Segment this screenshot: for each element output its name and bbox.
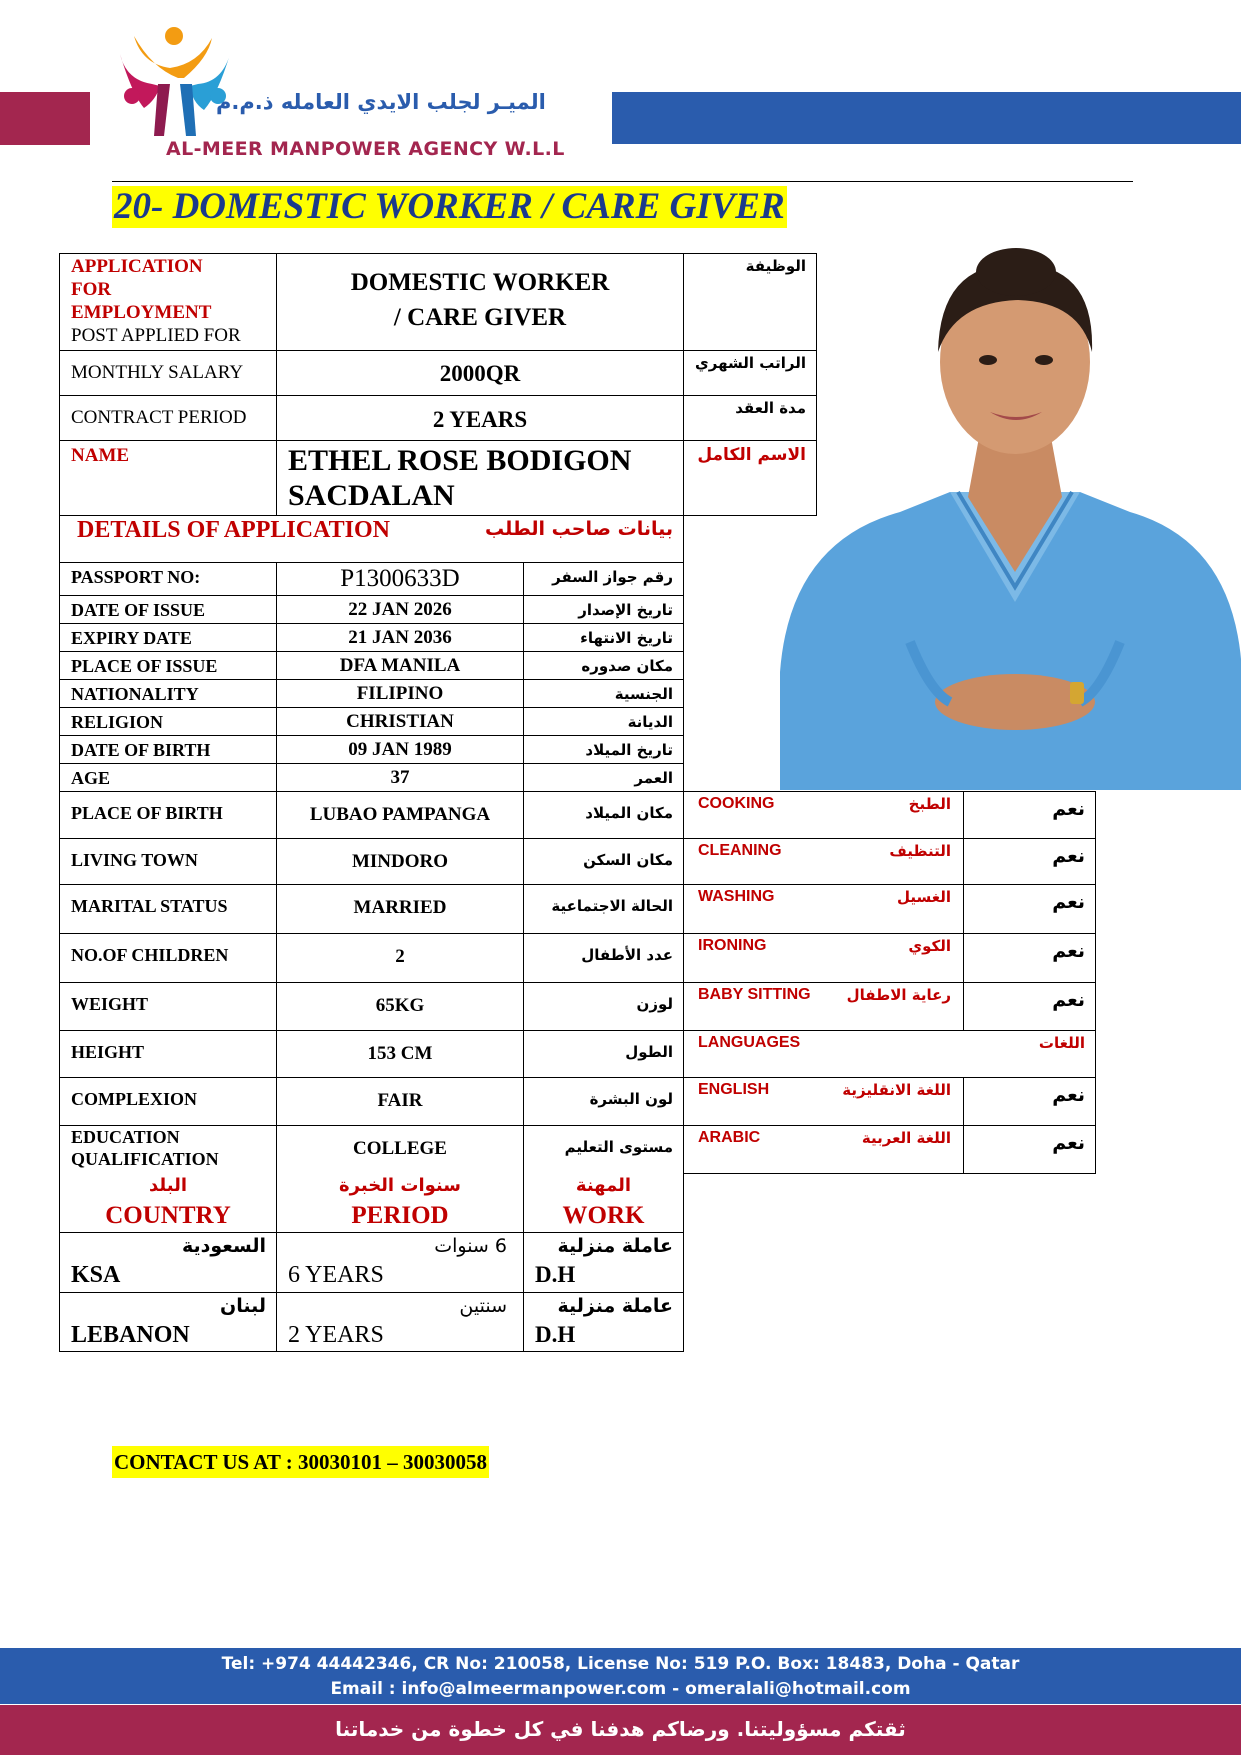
- detail-value: 37: [390, 767, 410, 788]
- detail-label-cell: [59, 791, 277, 839]
- experience-header-arabic: البلد: [148, 1175, 188, 1196]
- detail-label: NO.OF CHILDREN: [71, 945, 229, 965]
- detail-value-cell: [276, 1030, 524, 1078]
- detail-arabic-cell: [523, 562, 684, 596]
- detail-value-cell: [276, 562, 524, 596]
- skill-cell: [683, 791, 964, 839]
- detail-value: 21 JAN 2036: [348, 627, 452, 648]
- contract-label-cell: [59, 395, 277, 441]
- detail-value: COLLEGE: [353, 1138, 447, 1159]
- detail-label-cell: [59, 1125, 277, 1174]
- company-logo: [112, 24, 242, 136]
- skill-answer: نعم: [1052, 1084, 1085, 1106]
- detail-label-cell: [59, 982, 277, 1031]
- experience-header: WORK: [562, 1202, 645, 1229]
- detail-value: LUBAO PAMPANGA: [309, 804, 491, 825]
- skill-name: WASHING: [698, 888, 775, 905]
- detail-label-cell: [59, 707, 277, 736]
- detail-label-arabic: الطول: [625, 1043, 673, 1061]
- skill-answer-cell: [963, 1077, 1096, 1126]
- detail-label: COMPLEXION: [71, 1089, 197, 1109]
- detail-label-cell: [59, 933, 277, 983]
- contract-value-cell: [276, 395, 684, 441]
- application-label-cell: [59, 253, 277, 351]
- experience-period-arabic: 6 سنوات: [434, 1235, 507, 1257]
- skill-name-arabic: اللغة العربية: [861, 1129, 951, 1147]
- experience-work-arabic: عاملة منزلية: [557, 1235, 673, 1257]
- detail-arabic-cell: [523, 735, 684, 764]
- detail-label: WEIGHT: [71, 994, 149, 1014]
- detail-arabic-cell: [523, 838, 684, 885]
- skill-answer: نعم: [1052, 989, 1085, 1011]
- detail-value-cell: [276, 651, 524, 680]
- experience-country-cell: [59, 1292, 277, 1352]
- application-label-1: APPLICATION: [71, 256, 203, 277]
- post-value-1: DOMESTIC WORKER: [350, 269, 610, 296]
- detail-label: EDUCATION: [71, 1127, 180, 1147]
- detail-value-cell: [276, 679, 524, 708]
- page-title: 20- DOMESTIC WORKER / CARE GIVER: [114, 186, 785, 227]
- detail-label-arabic: لون البشرة: [589, 1090, 673, 1108]
- details-heading-arabic: بيانات صاحب الطلب: [485, 518, 673, 540]
- experience-header-arabic: المهنة: [575, 1175, 632, 1196]
- skill-cell: [683, 1077, 964, 1126]
- detail-arabic-cell: [523, 884, 684, 934]
- detail-label-cell: [59, 679, 277, 708]
- detail-label: EXPIRY DATE: [71, 628, 192, 648]
- detail-label-arabic: مستوى التعليم: [564, 1138, 673, 1156]
- experience-work-cell: [523, 1292, 684, 1352]
- post-value-2: / CARE GIVER: [393, 304, 567, 331]
- detail-value: 22 JAN 2026: [348, 599, 452, 620]
- detail-value-cell: [276, 982, 524, 1031]
- skill-cell: [683, 933, 964, 983]
- detail-arabic-cell: [523, 679, 684, 708]
- experience-header-arabic: سنوات الخبرة: [339, 1175, 461, 1196]
- skill-name: IRONING: [698, 937, 767, 954]
- experience-header-cell: [276, 1173, 524, 1233]
- skill-name-arabic: اللغة الانقليزية: [842, 1081, 951, 1099]
- skill-answer: نعم: [1052, 845, 1085, 867]
- salary-label-cell: [59, 350, 277, 396]
- experience-header-cell: [59, 1173, 277, 1233]
- detail-arabic-cell: [523, 595, 684, 624]
- detail-label-arabic: مكان السكن: [583, 851, 673, 869]
- detail-value: CHRISTIAN: [346, 711, 454, 732]
- detail-value-cell: [276, 884, 524, 934]
- skill-name-arabic: الكوي: [908, 937, 951, 955]
- name-label: NAME: [71, 445, 130, 466]
- detail-value: FILIPINO: [356, 683, 444, 704]
- experience-period-cell: [276, 1232, 524, 1293]
- company-name-arabic: الميـر لجلب الايدي العامله ذ.م.م: [216, 90, 546, 114]
- detail-arabic-cell: [523, 1125, 684, 1174]
- skill-answer: نعم: [1052, 891, 1085, 913]
- skill-cell: [683, 838, 964, 885]
- detail-label-arabic: تاريخ الإصدار: [578, 601, 673, 619]
- skill-answer-cell: [963, 982, 1096, 1031]
- detail-label-cell: [59, 838, 277, 885]
- experience-period-arabic: سنتين: [459, 1295, 507, 1317]
- footer-slogan: ثقتكم مسؤوليتنا. ورضاكم هدفنا في كل خطوة من خدماتنا: [0, 1705, 1241, 1755]
- skill-name-arabic: التنظيف: [889, 842, 951, 860]
- footer-line-1: Tel: +974 44442346, CR No: 210058, License No: 519 P.O. Box: 18483, Doha - Qatar: [221, 1654, 1020, 1674]
- detail-value-cell: [276, 763, 524, 792]
- experience-work-cell: [523, 1232, 684, 1293]
- detail-value: MARRIED: [353, 897, 447, 918]
- skill-name: ARABIC: [698, 1129, 761, 1146]
- experience-country: KSA: [71, 1262, 121, 1288]
- application-label-2: FOR: [71, 279, 112, 300]
- detail-label-cell: [59, 595, 277, 624]
- detail-value: FAIR: [377, 1090, 423, 1111]
- detail-value-cell: [276, 623, 524, 652]
- detail-label-arabic: تاريخ الانتهاء: [580, 629, 673, 647]
- skill-answer-cell: [963, 1125, 1096, 1174]
- detail-value-cell: [276, 595, 524, 624]
- skill-cell: [683, 982, 964, 1031]
- detail-value-cell: [276, 735, 524, 764]
- header-rule: [112, 181, 1133, 182]
- detail-value-cell: [276, 838, 524, 885]
- detail-value: 2: [395, 946, 405, 967]
- detail-label-cell: [59, 735, 277, 764]
- name-value-1: ETHEL ROSE BODIGON: [288, 444, 632, 477]
- post-value-cell: [276, 253, 684, 351]
- experience-header-cell: [523, 1173, 684, 1233]
- detail-value: MINDORO: [351, 851, 449, 872]
- detail-label: PLACE OF ISSUE: [71, 656, 218, 676]
- detail-label-arabic: الحالة الاجتماعية: [551, 897, 673, 915]
- experience-period: 6 YEARS: [288, 1262, 384, 1288]
- experience-work: D.H: [535, 1262, 576, 1287]
- skill-name-arabic: اللغات: [1038, 1034, 1085, 1052]
- detail-arabic-cell: [523, 933, 684, 983]
- experience-country-cell: [59, 1232, 277, 1293]
- footer-contact-band: [0, 1648, 1241, 1704]
- detail-label: RELIGION: [71, 712, 164, 732]
- detail-label-cell: [59, 763, 277, 792]
- skill-answer: نعم: [1052, 1132, 1085, 1154]
- detail-label: AGE: [71, 768, 111, 788]
- skill-name: LANGUAGES: [698, 1034, 801, 1051]
- company-name-english: AL-MEER MANPOWER AGENCY W.L.L: [166, 138, 565, 160]
- skill-name: COOKING: [698, 795, 775, 812]
- detail-label: LIVING TOWN: [71, 850, 198, 870]
- detail-arabic-cell: [523, 623, 684, 652]
- detail-label-arabic: العمر: [634, 769, 673, 787]
- detail-arabic-cell: [523, 982, 684, 1031]
- detail-value: P1300633D: [340, 565, 460, 592]
- detail-label-arabic: لوزن: [636, 995, 673, 1013]
- detail-label-arabic: الديانة: [627, 713, 673, 731]
- skill-name: CLEANING: [698, 842, 782, 859]
- detail-value: 09 JAN 1989: [348, 739, 452, 760]
- detail-arabic-cell: [523, 763, 684, 792]
- skill-answer: نعم: [1052, 798, 1085, 820]
- skill-name: BABY SITTING: [698, 986, 811, 1003]
- detail-arabic-cell: [523, 1077, 684, 1126]
- detail-label-arabic: مكان صدوره: [581, 657, 673, 675]
- detail-value-cell: [276, 1077, 524, 1126]
- experience-work-arabic: عاملة منزلية: [557, 1295, 673, 1317]
- skill-answer-cell: [963, 838, 1096, 885]
- name-label-arabic: الاسم الكامل: [697, 445, 806, 465]
- detail-label: QUALIFICATION: [71, 1149, 219, 1169]
- detail-label-arabic: مكان الميلاد: [585, 804, 673, 822]
- contact-line: CONTACT US AT : 30030101 – 30030058: [112, 1446, 489, 1478]
- salary-value: 2000QR: [439, 361, 521, 386]
- detail-value-cell: [276, 791, 524, 839]
- name-label-cell: [59, 440, 277, 516]
- detail-label: HEIGHT: [71, 1042, 145, 1062]
- salary-label-arabic: الراتب الشهري: [695, 354, 806, 372]
- skill-name: ENGLISH: [698, 1081, 770, 1098]
- detail-label: NATIONALITY: [71, 684, 199, 704]
- contract-label: CONTRACT PERIOD: [71, 407, 247, 428]
- detail-arabic-cell: [523, 651, 684, 680]
- applicant-photo: [780, 242, 1241, 790]
- detail-arabic-cell: [523, 1030, 684, 1078]
- skill-name-arabic: الغسيل: [896, 888, 951, 906]
- detail-label: DATE OF ISSUE: [71, 600, 206, 620]
- skill-cell: [683, 1030, 1096, 1078]
- detail-arabic-cell: [523, 707, 684, 736]
- application-label-3: EMPLOYMENT: [71, 302, 212, 323]
- detail-value: DFA MANILA: [339, 655, 461, 676]
- footer-line-2: Email : info@almeermanpower.com - omeralali@hotmail.com: [330, 1679, 911, 1699]
- detail-label: PLACE OF BIRTH: [71, 803, 223, 823]
- detail-label-cell: [59, 623, 277, 652]
- skill-name-arabic: رعاية الاطفال: [846, 986, 951, 1004]
- details-heading: DETAILS OF APPLICATION: [77, 517, 390, 543]
- contract-value: 2 YEARS: [432, 407, 528, 432]
- skill-name-arabic: الطبخ: [908, 795, 951, 813]
- detail-value-cell: [276, 933, 524, 983]
- name-value-2: SACDALAN: [288, 479, 455, 512]
- skill-cell: [683, 884, 964, 934]
- detail-label: PASSPORT NO:: [71, 567, 201, 587]
- details-heading-cell: [59, 515, 684, 563]
- experience-period: 2 YEARS: [288, 1322, 384, 1348]
- detail-label-arabic: عدد الأطفال: [581, 946, 673, 964]
- detail-label: DATE OF BIRTH: [71, 740, 211, 760]
- skill-cell: [683, 1125, 964, 1174]
- detail-label-arabic: تاريخ الميلاد: [585, 741, 673, 759]
- experience-work: D.H: [535, 1322, 576, 1347]
- header-bar-right: [612, 92, 1241, 144]
- post-applied-label: POST APPLIED FOR: [71, 325, 241, 346]
- detail-label-cell: [59, 1077, 277, 1126]
- detail-label-arabic: رقم جواز السفر: [552, 568, 673, 586]
- detail-label-cell: [59, 884, 277, 934]
- skill-answer-cell: [963, 884, 1096, 934]
- detail-label-arabic: الجنسية: [614, 685, 673, 703]
- detail-value-cell: [276, 707, 524, 736]
- salary-label: MONTHLY SALARY: [71, 362, 244, 383]
- contract-label-arabic: مدة العقد: [735, 399, 806, 417]
- detail-value: 65KG: [375, 995, 425, 1016]
- detail-label-cell: [59, 651, 277, 680]
- experience-header: PERIOD: [351, 1202, 449, 1229]
- experience-header: COUNTRY: [105, 1202, 231, 1229]
- name-value-cell: [276, 440, 684, 516]
- header-bar-left: [0, 92, 90, 145]
- skill-answer: نعم: [1052, 940, 1085, 962]
- experience-country-arabic: السعودية: [181, 1235, 266, 1257]
- salary-value-cell: [276, 350, 684, 396]
- detail-label: MARITAL STATUS: [71, 896, 228, 916]
- experience-period-cell: [276, 1292, 524, 1352]
- post-label-arabic: الوظيفة: [745, 257, 806, 275]
- skill-answer-cell: [963, 933, 1096, 983]
- detail-value: 153 CM: [367, 1043, 433, 1064]
- experience-country: LEBANON: [71, 1322, 190, 1348]
- skill-answer-cell: [963, 791, 1096, 839]
- detail-label-cell: [59, 1030, 277, 1078]
- detail-label-cell: [59, 562, 277, 596]
- detail-value-cell: [276, 1125, 524, 1174]
- detail-arabic-cell: [523, 791, 684, 839]
- experience-country-arabic: لبنان: [220, 1295, 266, 1317]
